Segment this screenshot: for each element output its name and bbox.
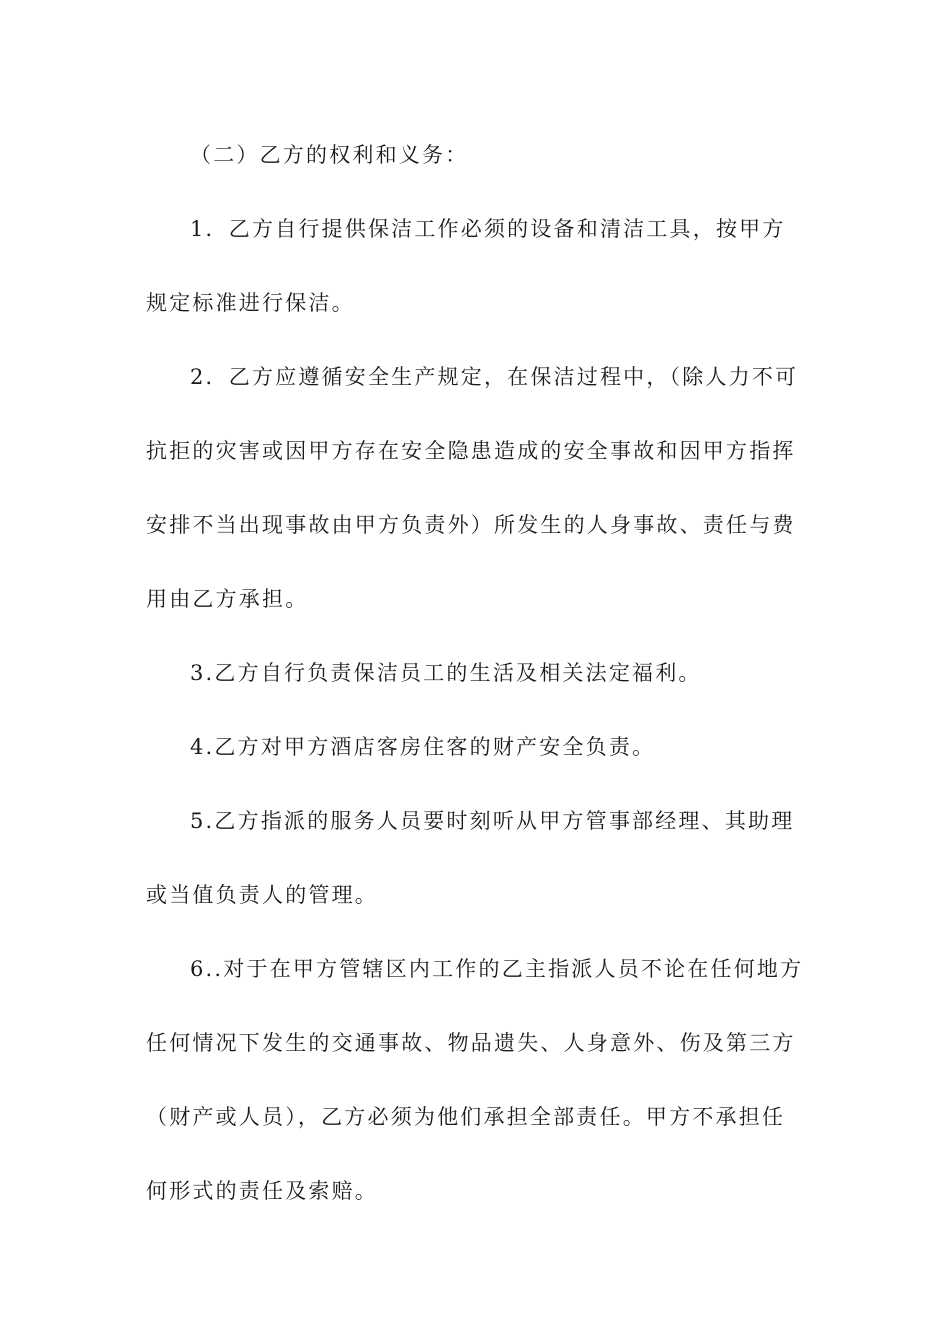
paragraph-2: 2．乙方应遵循安全生产规定，在保洁过程中，（除人力不可抗拒的灾害或因甲方存在安全隐患造成的安全事故和因甲方指挥安排不当出现事故由甲方负责外）所发生的人身事故、责任与费用由乙方承担。	[146, 365, 799, 611]
paragraph-4: 4.乙方对甲方酒店客房住客的财产安全负责。	[190, 735, 656, 759]
section-heading: （二）乙方的权利和义务：	[190, 143, 469, 167]
paragraph-3: 3.乙方自行负责保洁员工的生活及相关法定福利。	[190, 661, 702, 685]
paragraph-5: 5.乙方指派的服务人员要时刻听从甲方管事部经理、其助理或当值负责人的管理。	[146, 809, 795, 907]
paragraph-6: 6..对于在甲方管辖区内工作的乙主指派人员不论在任何地方任何情况下发生的交通事故、物品遗失、人身意外、伤及第三方（财产或人员），乙方必须为他们承担全部责任。甲方不承担任何形式的责任及索赔。	[146, 957, 804, 1203]
paragraph-1: 1．乙方自行提供保洁工作必须的设备和清洁工具，按甲方规定标准进行保洁。	[146, 217, 786, 315]
